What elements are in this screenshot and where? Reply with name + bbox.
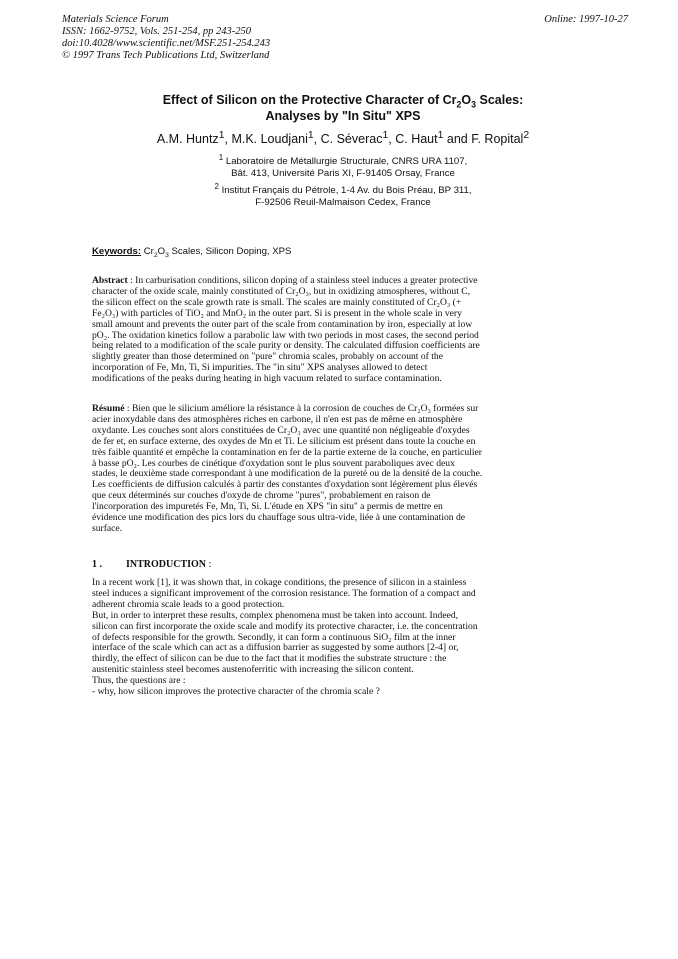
author: C. Haut [395,132,438,147]
author: M.K. Loudjani [231,132,308,147]
author-list: A.M. Huntz$^1$, M.K. Loudjani$^1$, C. Séverac$^1$, C. Haut$^1$ and F. Ropital$^2$ [156,130,530,147]
journal-name: Materials Science Forum [62,14,169,25]
abstract-paragraph: Abstract : In carburisation conditions, silicon doping of a stainless steel induces a greater protective character of the oxide scale, mainly constituted of Cr₂O₃, but in oxidizing atmospheres, without C, the silicon effect on the scale growth rate is small. The scales are mainly constituted of Cr₂O₃ (+ Fe₂O₃) with particles of TiO₂ and MnO₂ in the outer part. Si is present in the whole scale in very small amount and prevents the outer part of the scale from contamination by iron, especially at low pO₂. The oxidation kinetics follow a parabolic law with two periods in most cases, the second period being related to a modification of the scale purity or density. The calculated diffusion coefficients are slightly greater than those determined on "pure" chromia scales, probably on account of the incorporation of Fe, Mn, Ti, Si impurities. The "in situ" XPS analyses allowed to detect modifications of the peaks during heating in high vacuum related to surface contamination. [92,275,480,385]
section-heading: 1 . INTRODUCTION : [92,559,212,570]
paper-title: Effect of Silicon on the Protective Character of $Cr_2O_3$ Scales: Analyses by "In Situ" XPS [162,93,524,123]
abstract-label: Abstract [92,275,128,286]
copyright-line: © 1997 Trans Tech Publications Ltd, Switzerland [62,50,270,61]
issn-line: ISSN: 1662-9752, Vols. 251-254, pp 243-250 [62,26,251,37]
online-date: Online: 1997-10-27 [544,14,628,25]
introduction-paragraph: In a recent work [1], it was shown that, in cokage conditions, the presence of silicon in a stainless steel induces a significant improvement of the corrosion resistance. The formation of a compact and adherent chromia scale leads to a good protection. But, in order to interpret these results, complex phenomena must be taken into account. Indeed, silicon can first incorporate the oxide scale and modify its protective character, i.e. the concentration of defects responsible for the growth. Secondly, it can form a continuous SiO₂ film at the inner interface of the scale which can act as a diffusion barrier as suggested by some authors [2-4] or, thirdly, the effect of silicon can be due to the fact that it modifies the substrate structure : the austenitic stainless steel becomes austenoferritic with increasing the silicon content. Thus, the questions are : - why, how silicon improves the protective character of the chromia scale ? [92,577,478,698]
section-number: 1 . [92,559,102,570]
author: F. Ropital [471,132,524,147]
resume-paragraph: Résumé : Bien que le silicium améliore la résistance à la corrosion de couches de Cr₂O₃ formées sur acier inoxydable dans des atmosphères riches en carbone, il n'en est pas de même en atmosphère oxydante. Les couches sont alors constituées de Cr₂O₃ avec une quantité non négligeable d'oxydes de fer et, en surface externe, des oxydes de Mn et Ti. Le silicium est présent dans toute la couche en très faible quantité et empêche la contamination en fer de la partie externe de la couche, en particulier à basse pO₂. Les courbes de cinétique d'oxydation sont le plus souvent paraboliques avec deux stades, le deuxième stade correspondant à une modification de la pureté ou de la densité de la couche. Les coefficients de diffusion calculés à partir des constantes d'oxydation sont légèrement plus élevés que ceux déterminés sur couches d'oxyde de chrome "pures", probablement en raison de l'incorporation des impuretés Fe, Mn, Ti, Si. L'étude en XPS "in situ" a permis de mettre en évidence une modification des pics lors du chauffage sous ultra-vide, liée à une contamination de surface. [92,403,483,534]
resume-label: Résumé [92,403,125,414]
doi-line[interactable]: doi:10.4028/www.scientific.net/MSF.251-254.243 [62,38,271,49]
affiliation-2: $^2$ Institut Français du Pétrole, 1-4 Av. du Bois Préau, BP 311, F-92506 Reuil-Malmaison Cedex, France [214,182,472,209]
running-header [62,14,628,62]
keywords-label: Keywords: [92,246,142,257]
affiliation-1: $^1$ Laboratoire de Métallurgie Structurale, CNRS URA 1107, Bât. 413, Université Paris XI, F-91405 Orsay, France [218,153,468,180]
section-title: INTRODUCTION [126,559,207,570]
keywords: Keywords: $Cr_2O_3$ Scales, Silicon Doping, XPS [92,246,292,259]
author: A.M. Huntz [156,132,219,147]
author: C. Séverac [320,132,383,147]
